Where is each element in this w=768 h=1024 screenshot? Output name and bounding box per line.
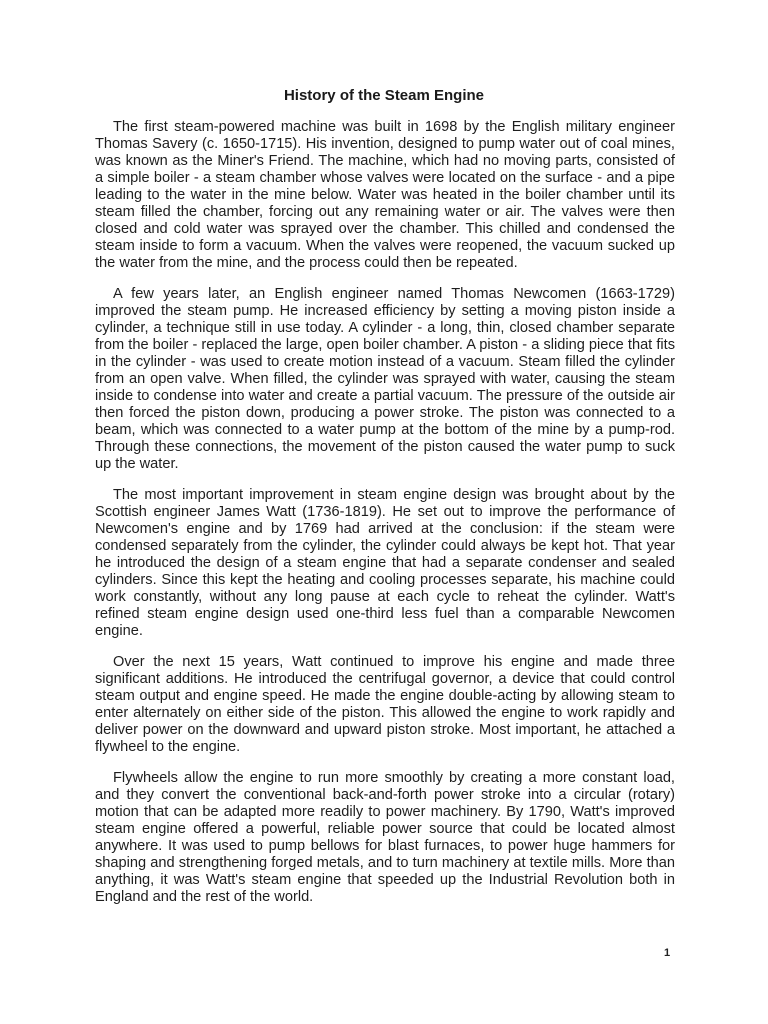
paragraph-watt: The most important improvement in steam engine design was brought about by the Scottish engineer James Watt (1736-1819). He set out to improve the performance of Newcomen's engine and by 1769 had arrived at the conclusion: if the steam were condensed separately from the cylinder, the cylinder could always be kept hot. That year he introduced the design of a steam engine that had a separate condenser and sealed cylinders. Since this kept the heating and cooling processes separate, his machine could work constantly, without any long pause at each cycle to reheat the cylinder. Watt's refined steam engine design used one-third less fuel than a comparable Newcomen engine. xyxy=(95,486,675,640)
paragraph-watt-improvements: Over the next 15 years, Watt continued to improve his engine and made three significant additions. He introduced the centrifugal governor, a device that could control steam output and engine speed. He made the engine double-acting by allowing steam to enter alternately on either side of the piston. This allowed the engine to work rapidly and deliver power on the downward and upward piston stroke. Most important, he attached a flywheel to the engine. xyxy=(95,653,675,756)
paragraph-newcomen: A few years later, an English engineer named Thomas Newcomen (1663-1729) improved the steam pump. He increased efficiency by setting a moving piston inside a cylinder, a technique still in use today. A cylinder - a long, thin, closed chamber separate from the boiler - replaced the large, open boiler chamber. A piston - a sliding piece that fits in the cylinder - was used to create motion instead of a vacuum. Steam filled the cylinder from an open valve. When filled, the cylinder was sprayed with water, causing the steam inside to condense into water and create a partial vacuum. The pressure of the outside air then forced the piston down, producing a power stroke. The piston was connected to a beam, which was connected to a water pump at the bottom of the mine by a pump-rod. Through these connections, the movement of the piston caused the water pump to suck up the water. xyxy=(95,285,675,473)
page-number: 1 xyxy=(664,947,671,959)
paragraph-flywheels: Flywheels allow the engine to run more smoothly by creating a more constant load, and they convert the conventional back-and-forth power stroke into a circular (rotary) motion that can be adapted more readily to power machinery. By 1790, Watt's improved steam engine offered a powerful, reliable power source that could be located almost anywhere. It was used to pump bellows for blast furnaces, to power huge hammers for shaping and strengthening forged metals, and to turn machinery at textile mills. More than anything, it was Watt's steam engine that speeded up the Industrial Revolution both in England and the rest of the world. xyxy=(95,769,675,905)
document-title: History of the Steam Engine xyxy=(283,87,485,104)
paragraph-savery: The first steam-powered machine was built in 1698 by the English military engineer Thomas Savery (c. 1650-1715). His invention, designed to pump water out of coal mines, was known as the Miner's Friend. The machine, which had no moving parts, consisted of a simple boiler - a steam chamber whose valves were located on the surface - and a pipe leading to the water in the mine below. Water was heated in the boiler chamber until its steam filled the chamber, forcing out any remaining water or air. The valves were then closed and cold water was sprayed over the chamber. This chilled and condensed the steam inside to form a vacuum. When the valves were reopened, the vacuum sucked up the water from the mine, and the process could then be repeated. xyxy=(95,119,675,272)
document-body xyxy=(95,119,675,920)
